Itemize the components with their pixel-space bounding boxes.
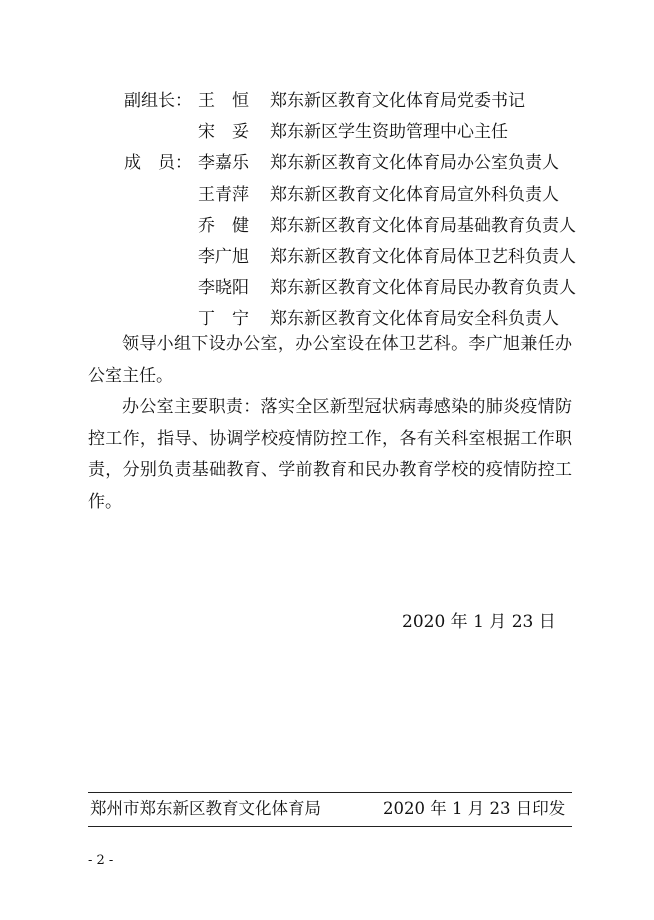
footer-organization: 郑州市郑东新区教育文化体育局	[90, 799, 321, 818]
office-setup-paragraph: 领导小组下设办公室，办公室设在体卫艺科。李广旭兼任办公室主任。	[88, 334, 572, 386]
member-name: 丁 宁	[198, 309, 249, 330]
member-role: 副组长：	[124, 91, 192, 111]
member-title: 郑东新区教育文化体育局民办教育负责人	[270, 278, 576, 299]
member-row	[124, 117, 584, 148]
member-name: 王青萍	[198, 184, 249, 205]
member-title: 郑东新区教育文化体育局安全科负责人	[270, 309, 559, 330]
member-title: 郑东新区教育文化体育局体卫艺科负责人	[270, 246, 576, 267]
member-list	[124, 86, 584, 336]
footer-print-date: 2020 年 1 月 23 日印发	[383, 799, 566, 818]
member-row	[124, 148, 584, 179]
member-name: 李广旭	[198, 246, 249, 267]
member-title: 郑东新区教育文化体育局宣外科负责人	[270, 184, 559, 205]
signature-date: 2020 年 1 月 23 日	[402, 612, 556, 632]
member-title: 郑东新区教育文化体育局基础教育负责人	[270, 215, 576, 236]
member-row	[124, 211, 584, 242]
member-name: 乔 健	[198, 215, 249, 236]
member-name: 宋 妥	[198, 122, 249, 143]
office-duties-paragraph: 办公室主要职责：落实全区新型冠状病毒感染的肺炎疫情防控工作，指导、协调学校疫情防控工作，各有关科室根据工作职责，分别负责基础教育、学前教育和民办教育学校的疫情防控工作。	[88, 397, 572, 512]
footer-top-rule	[88, 792, 572, 793]
footer-bottom-rule	[88, 826, 572, 827]
member-title: 郑东新区学生资助管理中心主任	[270, 122, 508, 143]
member-row	[124, 273, 584, 304]
page-number: - 2 -	[88, 853, 114, 868]
member-row	[124, 242, 584, 273]
member-title: 郑东新区教育文化体育局党委书记	[270, 91, 525, 111]
member-name: 李晓阳	[198, 278, 249, 299]
member-row	[124, 180, 584, 211]
member-name: 王 恒	[198, 91, 249, 111]
member-title: 郑东新区教育文化体育局办公室负责人	[270, 153, 559, 174]
member-row	[124, 86, 584, 117]
member-name: 李嘉乐	[198, 153, 249, 174]
member-role: 成 员：	[124, 153, 192, 174]
